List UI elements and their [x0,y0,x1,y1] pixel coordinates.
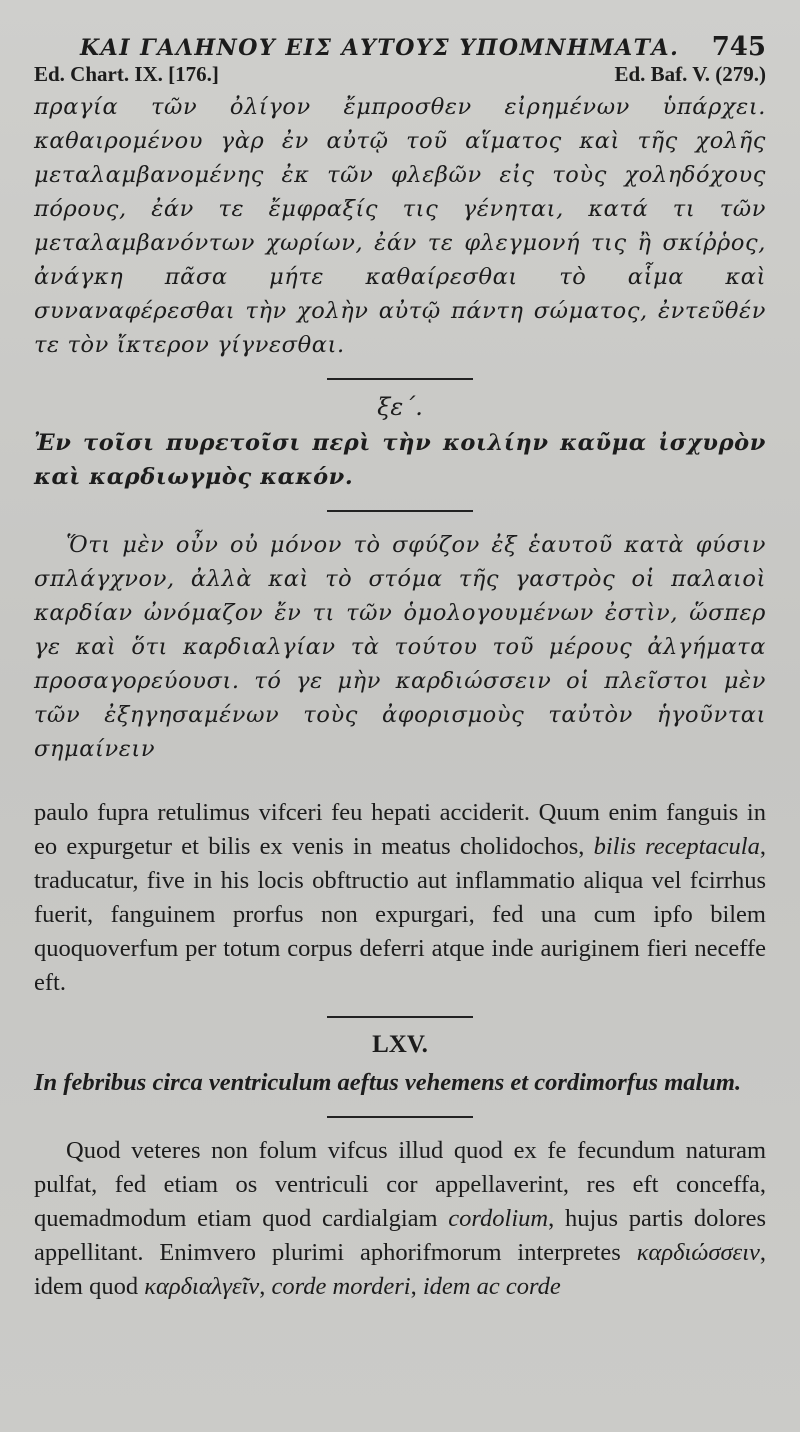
latin-text: , idem quod [34,1239,766,1300]
latin-italic: bilis receptacula [593,833,760,860]
greek-commentary: Ὅτι μὲν οὖν οὐ μόνον τὸ σφύζον ἐξ ἑαυτοῦ κατὰ φύσιν σπλάγχνον, ἀλλὰ καὶ τὸ στόμα τῆς γαστρὸς οἱ παλαιοὶ καρδίαν ὠνόμαζον ἔν τι τῶν ὁμολογουμένων ἐστὶν, ὥσπερ γε καὶ ὅτι καρδιαλγίαν τὰ τούτου τοῦ μέρους ἀλγήματα προσαγορεύουσι. τό γε μὴν καρδιώσσειν οἱ πλεῖστοι μὲν τῶν ἐξηγησαμένων τοὺς ἀφορισμοὺς ταὐτὸν ἡγοῦνται σημαίνειν [34,532,766,762]
latin-aphorism: In febribus circa ventriculum aeftus vehemens et cordimorfus malum. [34,1069,742,1096]
latin-text: , [259,1273,272,1300]
latin-commentary [34,1134,766,1304]
greek-paragraph: πραγία τῶν ὀλίγον ἔμπροσθεν εἰρημένων ὑπάρχει. καθαιρομένου γὰρ ἐν αὐτῷ τοῦ αἵματος καὶ τῆς χολῆς μεταλαμβανομένης ἐκ τῶν φλεβῶν εἰς τοὺς χοληδόχους πόρους, ἐάν τε ἔμφραξίς τις γένηται, κατά τι τῶν μεταλαμβανόντων χωρίων, ἐάν τε φλεγμονή τις ἢ σκίῤῥος, ἀνάγκη πᾶσα μήτε καθαίρεσθαι τὸ αἷμα καὶ συναναφέρεσθαι τὴν χολὴν αὐτῷ πάντη σώματος, ἐντεῦθέν τε τὸν ἴκτερον γίγνεσθαι. [34,94,766,358]
latin-text: , hujus partis dolores appellitant. Enimvero plurimi aphorifmorum interpretes [34,1205,766,1266]
latin-italic: idem ac corde [422,1273,561,1300]
latin-paragraph [34,796,766,1000]
greek-section-numeral: ξε΄. [377,393,423,421]
edition-basel: Ed. Baf. V. (279.) [614,62,766,86]
greek-term: καρδιώσσειν [636,1239,760,1266]
edition-chartier: Ed. Chart. IX. [176.] [34,62,219,86]
latin-italic: corde morderi [271,1273,411,1300]
running-title: ΚΑΙ ΓΑΛΗΝΟΥ ΕΙΣ ΑΥΤΟΥΣ ΥΠΟΜΝΗΜΑΤΑ. [80,35,680,61]
greek-term: καρδιαλγεῖν [144,1273,260,1300]
latin-text: paulo fupra retulimus vifceri feu hepati acciderit. Quum enim fanguis in eo expurgetur et bilis ex venis in meatus cholidochos, [34,799,766,860]
running-head [34,22,766,62]
latin-italic: cordolium [448,1205,549,1232]
divider-rule [327,378,473,380]
page-number: 745 [711,32,766,62]
edition-references [34,62,766,92]
divider-rule [327,1016,473,1018]
latin-text: , traducatur, five in his locis obftructio aut inflammatio aliqua vel fcirrhus fuerit, fanguinem prorfus non expurgari, fed una cum ipfo bilem quoquoverfum per totum corpus deferri atque inde auriginem fieri neceffe eft. [34,833,766,996]
latin-text: , [410,1273,423,1300]
greek-aphorism: Ἐν τοῖσι πυρετοῖσι περὶ τὴν κοιλίην καῦμα ἰσχυρὸν καὶ καρδιωγμὸς κακόν. [34,430,766,490]
latin-text: Quod veteres non folum vifcus illud quod ex fe fecundum naturam pulfat, fed etiam os ventriculi cor appellaverint, res eft conceffa, quemadmodum etiam quod cardialgiam [34,1137,766,1232]
latin-section-numeral: LXV. [372,1031,428,1058]
